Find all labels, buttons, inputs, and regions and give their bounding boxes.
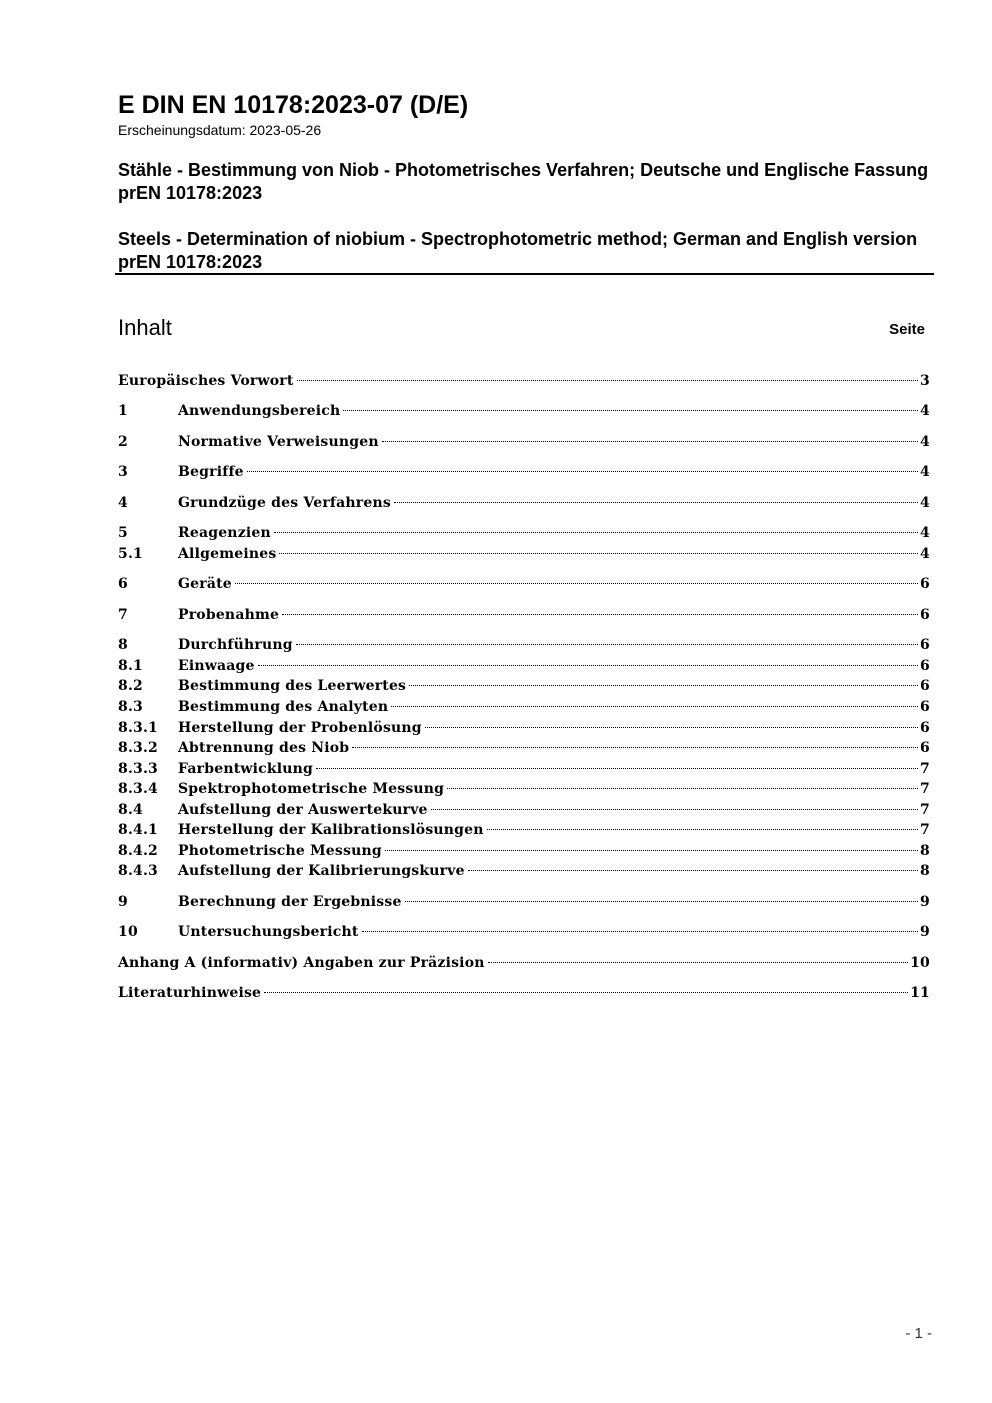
toc-entry-number: 8.3.3 [118,761,158,777]
toc-entry-number: 2 [118,434,128,450]
toc-entry-page: 6 [920,637,930,653]
toc-entry-title: Europäisches Vorwort [118,373,294,389]
toc-entry[interactable] [118,922,930,942]
toc-dot-leader [235,583,918,584]
toc-entry-number: 8.1 [118,658,143,674]
toc-entry-title: Einwaage [178,658,255,674]
toc-entry[interactable] [118,718,930,738]
toc-entry-page: 4 [920,403,930,419]
publication-date: Erscheinungsdatum: 2023-05-26 [118,122,322,138]
toc-dot-leader [391,706,918,707]
toc-entry[interactable] [118,983,930,1003]
toc-entry-number: 7 [118,607,128,623]
toc-entry-page: 3 [920,373,930,389]
toc-entry[interactable] [118,800,930,820]
toc-dot-leader [352,747,918,748]
toc-entry-page: 7 [920,802,930,818]
toc-entry-title: Grundzüge des Verfahrens [178,495,391,511]
document-id: E DIN EN 10178:2023-07 (D/E) [118,91,469,119]
toc-dot-leader [282,614,918,615]
toc-entry-page: 4 [920,434,930,450]
toc-dot-leader [394,502,918,503]
toc-dot-leader [258,665,918,666]
toc-entry-title: Bestimmung des Leerwertes [178,678,407,694]
toc-entry[interactable] [118,574,930,594]
toc-dot-leader [425,727,918,728]
toc-entry-title: Aufstellung der Auswertekurve [178,802,428,818]
toc-dot-leader [362,931,919,932]
toc-entry-page: 11 [910,985,930,1001]
toc-entry-number: 8 [118,637,128,653]
toc-entry-number: 8.4.3 [118,863,158,879]
toc-entry[interactable] [118,656,930,676]
toc-dot-leader [382,441,918,442]
toc-entry-number: 8.4 [118,802,143,818]
toc-entry[interactable] [118,523,930,543]
toc-dot-leader [279,553,918,554]
toc-entry-page: 6 [920,699,930,715]
toc-dot-leader [431,809,918,810]
toc-entry-title: Literaturhinweise [118,985,262,1001]
toc-entry[interactable] [118,759,930,779]
toc-entry-page: 9 [920,924,930,940]
toc-entry[interactable] [118,635,930,655]
toc-dot-leader [468,870,918,871]
toc-entry-title: Normative Verweisungen [178,434,379,450]
toc-entry[interactable] [118,605,930,625]
toc-entry[interactable] [118,861,930,881]
toc-entry-title: Anwendungsbereich [178,403,341,419]
toc-dot-leader [488,962,908,963]
toc-dot-leader [487,829,918,830]
toc-entry[interactable] [118,544,930,564]
toc-dot-leader [264,992,908,993]
toc-entry-title: Herstellung der Kalibrationslösungen [178,822,484,838]
toc-entry-title: Anhang A (informativ) Angaben zur Präzision [118,955,485,971]
toc-entry[interactable] [118,779,930,799]
toc-entry-number: 4 [118,495,128,511]
toc-entry[interactable] [118,697,930,717]
toc-entry-title: Reagenzien [178,525,271,541]
toc-entry-page: 6 [920,720,930,736]
toc-entry[interactable] [118,676,930,696]
toc-dot-leader [297,380,919,381]
toc-entry-title: Durchführung [178,637,293,653]
toc-entry[interactable] [118,841,930,861]
toc-page-column-label: Seite [889,321,925,338]
toc-entry[interactable] [118,892,930,912]
toc-entry-title: Bestimmung des Analyten [178,699,389,715]
toc-entry-number: 5.1 [118,546,143,562]
toc-entry-title: Aufstellung der Kalibrierungskurve [178,863,465,879]
toc-entry-page: 8 [920,843,930,859]
toc-entry-page: 7 [920,781,930,797]
toc-entry-title: Probenahme [178,607,280,623]
toc-entry-page: 6 [920,576,930,592]
toc-entry[interactable] [118,738,930,758]
toc-dot-leader [409,685,918,686]
toc-dot-leader [447,788,918,789]
toc-dot-leader [296,644,918,645]
toc-entry-number: 8.2 [118,678,143,694]
toc-entry-number: 8.3 [118,699,143,715]
toc-entry-title: Berechnung der Ergebnisse [178,894,402,910]
toc-entry[interactable] [118,462,930,482]
toc-entry-title: Farbentwicklung [178,761,314,777]
toc-dot-leader [385,850,918,851]
toc-entry-page: 4 [920,546,930,562]
toc-dot-leader [405,901,918,902]
toc-entry-title: Photometrische Messung [178,843,382,859]
toc-entry-title: Herstellung der Probenlösung [178,720,422,736]
toc-entry-number: 6 [118,576,128,592]
title-english: Steels - Determination of niobium - Spectrophotometric method; German and English version prEN 10178:2023 [118,229,918,272]
toc-entry-number: 10 [118,924,138,940]
toc-dot-leader [343,410,918,411]
toc-entry-page: 4 [920,495,930,511]
toc-entry-page: 8 [920,863,930,879]
toc-entry-page: 10 [910,955,930,971]
toc-entry-number: 8.3.4 [118,781,158,797]
toc-entry-number: 8.4.2 [118,843,158,859]
title-german: Stähle - Bestimmung von Niob - Photometrisches Verfahren; Deutsche und Englische Fassung prEN 10178:2023 [118,160,929,203]
toc-entry[interactable] [118,432,930,452]
toc-entry[interactable] [118,371,930,391]
toc-entry-title: Geräte [178,576,232,592]
toc-entry-number: 5 [118,525,128,541]
page-number: - 1 - [905,1325,932,1342]
toc-entry[interactable] [118,401,930,421]
toc-entry-number: 9 [118,894,128,910]
toc-entry-page: 6 [920,740,930,756]
toc-entry-title: Allgemeines [178,546,277,562]
toc-entry-page: 7 [920,822,930,838]
toc-dot-leader [316,768,918,769]
toc-entry-page: 4 [920,525,930,541]
toc-entry-page: 7 [920,761,930,777]
toc-entry-title: Spektrophotometrische Messung [178,781,445,797]
toc-entry-title: Abtrennung des Niob [178,740,350,756]
toc-entry-title: Begriffe [178,464,244,480]
toc-entry-number: 8.3.2 [118,740,158,756]
toc-dot-leader [274,532,918,533]
title-divider [115,273,934,275]
toc-entry[interactable] [118,820,930,840]
toc-entry-title: Untersuchungsbericht [178,924,359,940]
toc-entry[interactable] [118,953,930,973]
toc-entry-number: 1 [118,403,128,419]
toc-entry-page: 9 [920,894,930,910]
toc-entry-number: 8.3.1 [118,720,158,736]
toc-entry-page: 4 [920,464,930,480]
toc-entry-page: 6 [920,678,930,694]
toc-heading: Inhalt [118,315,172,340]
toc-dot-leader [247,471,918,472]
toc-entry[interactable] [118,493,930,513]
toc-entry-number: 8.4.1 [118,822,158,838]
toc-entry-page: 6 [920,607,930,623]
toc-entry-page: 6 [920,658,930,674]
toc-entry-number: 3 [118,464,128,480]
